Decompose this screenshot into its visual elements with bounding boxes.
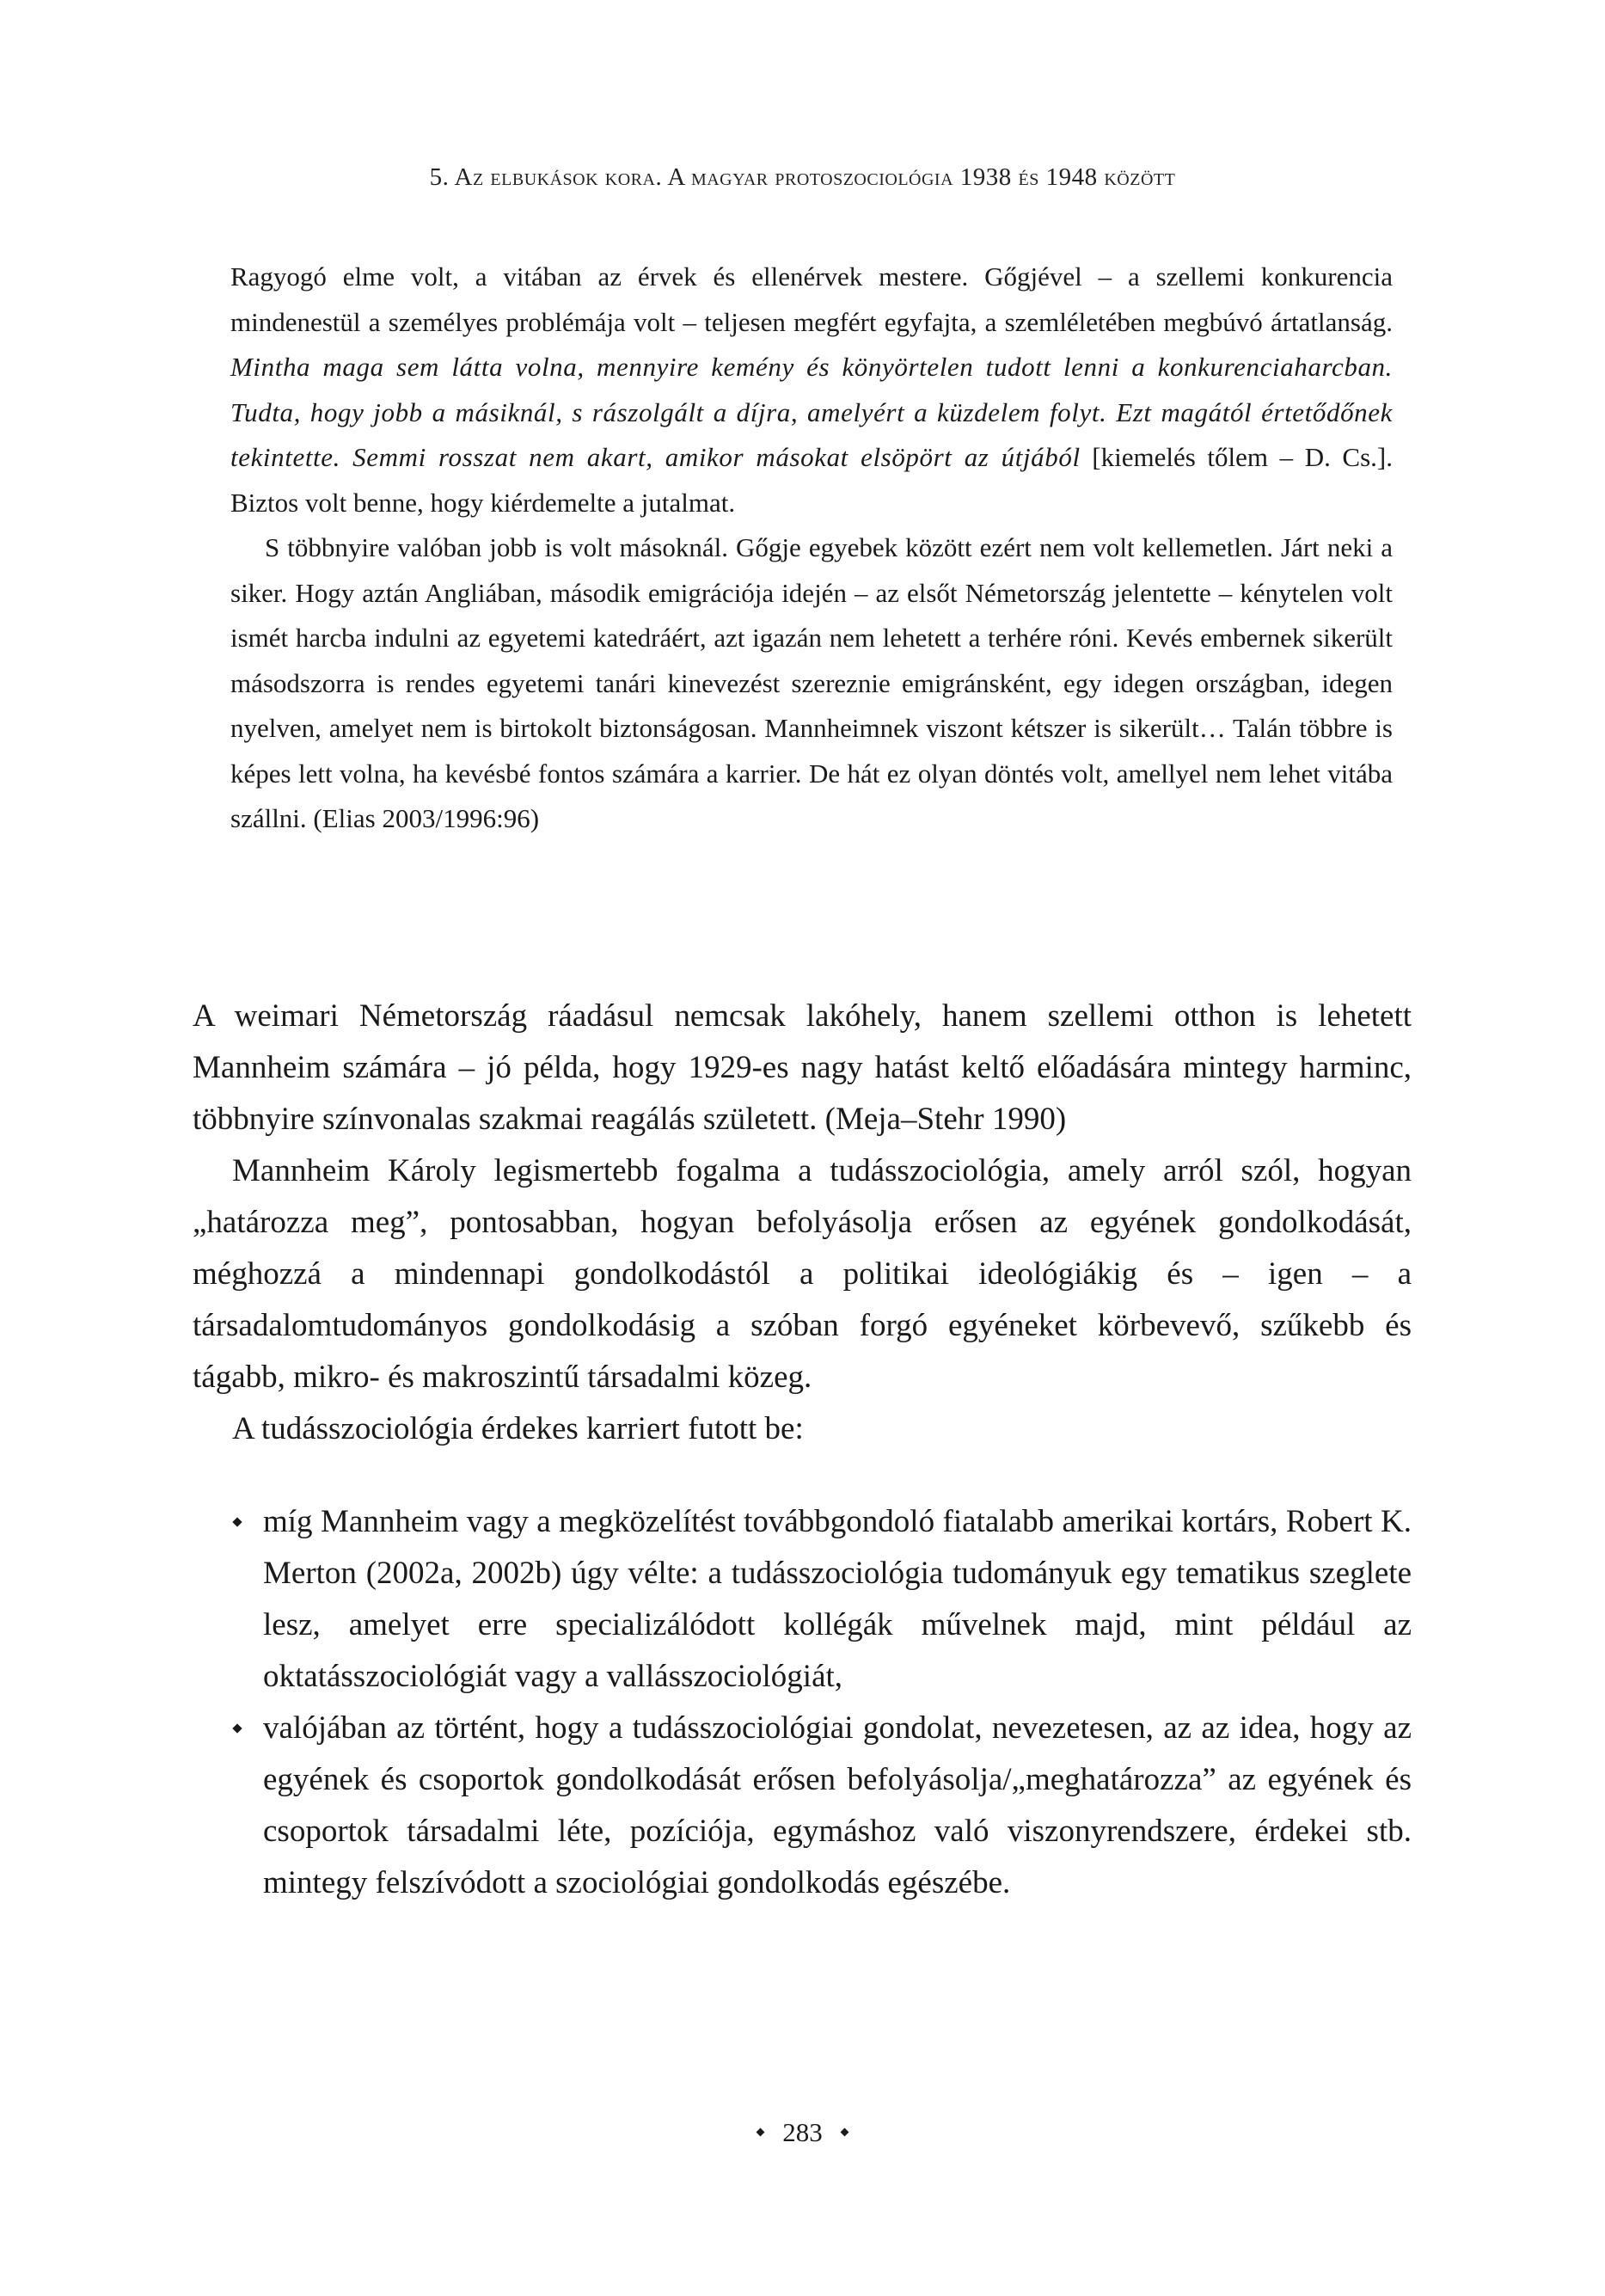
page-number: 283	[782, 2117, 823, 2147]
bullet-icon	[232, 1517, 242, 1526]
quote-text-plain-start: Ragyogó elme volt, a vitában az érvek és ellenérvek mestere. Gőgjével – a szellemi konkurencia mindenestül a személyes problémája volt – teljesen megfért egyfajta, a szemléletében megbúvó ártatlanság.	[230, 261, 1393, 337]
main-body-text	[193, 991, 1412, 1909]
list-item-text: míg Mannheim vagy a megközelítést továbbgondoló fiatalabb amerikai kortárs, Robert K. Merton (2002a, 2002b) úgy vélte: a tudásszociológia tudományuk egy tematikus szeglete lesz, amelyet erre specializálódott kollégák művelnek majd, mint például az oktatásszociológiát vagy a vallásszociológiát,	[263, 1504, 1412, 1694]
list-item-text: valójában az történt, hogy a tudásszociológiai gondolat, nevezetesen, az az idea, hogy az egyének és csoportok gondolkodását erősen befolyásolja/„meghatározza” az egyének és csoportok társadalmi léte, pozíciója, egymáshoz való viszonyrendszere, érdekei stb. mintegy felszívódott a szociológiai gondolkodás egészébe.	[263, 1710, 1412, 1900]
body-paragraph-3: A tudásszociológia érdekes karriert futott be:	[232, 1411, 804, 1446]
diamond-ornament-icon	[840, 2128, 848, 2137]
body-paragraph-2: Mannheim Károly legismertebb fogalma a tudásszociológia, amely arról szól, hogyan „határozza meg”, pontosabban, hogyan befolyásolja erősen az egyének gondolkodását, méghozzá a mindennapi gondolkodástól a politikai ideológiákig és – igen – a társadalomtudományos gondolkodásig a szóban forgó egyéneket körbevevő, szűkebb és tágabb, mikro- és makroszintű társadalmi közeg.	[193, 1153, 1412, 1395]
quote-text-italic-emphasis: Mintha maga sem látta volna, mennyire kemény és könyörtelen tudott lenni a konkurenciaharcban. Tudta, hogy jobb a másiknál, s rászolgált a díjra, amelyért a küzdelem folyt. Ezt magától értetődőnek tekintette. Semmi rosszat nem akart, amikor másokat elsöpört az útjából	[230, 352, 1393, 472]
body-paragraph-1: A weimari Németország ráadásul nemcsak lakóhely, hanem szellemi otthon is lehetett Mannheim számára – jó példa, hogy 1929-es nagy hatást keltő előadására mintegy harminc, többnyire színvonalas szakmai reagálás született. (Meja–Stehr 1990)	[193, 998, 1412, 1137]
diamond-ornament-icon	[757, 2128, 765, 2137]
bullet-icon	[232, 1723, 242, 1733]
quote-text-plain-end: [kiemelés tőlem – D. Cs.]. Biztos volt benne, hogy kiérdemelte a jutalmat.	[230, 442, 1393, 518]
running-header: 5. Az elbukások kora. A magyar protoszociológia 1938 és 1948 között	[429, 163, 1176, 191]
quote-paragraph-1	[230, 255, 1393, 525]
page-footer	[0, 2117, 1605, 2148]
quote-paragraph-2: S többnyire valóban jobb is volt másoknál. Gőgje egyebek között ezért nem volt kellemetlen. Járt neki a siker. Hogy aztán Angliában, második emigrációja idején – az elsőt Németország jelentette – kénytelen volt ismét harcba indulni az egyetemi katedráért, azt igazán nem lehetett a terhére róni. Kevés embernek sikerült másodszorra is rendes egyetemi tanári kinevezést szereznie emigránsként, egy idegen országban, idegen nyelven, amelyet nem is birtokolt biztonságosan. Mannheimnek viszont kétszer is sikerült… Talán többre is képes lett volna, ha kevésbé fontos számára a karrier. De hát ez olyan döntés volt, amellyel nem lehet vitába szállni. (Elias 2003/1996:96)	[230, 532, 1393, 833]
block-quote	[230, 255, 1393, 842]
list-item	[263, 1703, 1412, 1909]
bullet-list	[193, 1496, 1412, 1909]
list-item	[263, 1496, 1412, 1703]
